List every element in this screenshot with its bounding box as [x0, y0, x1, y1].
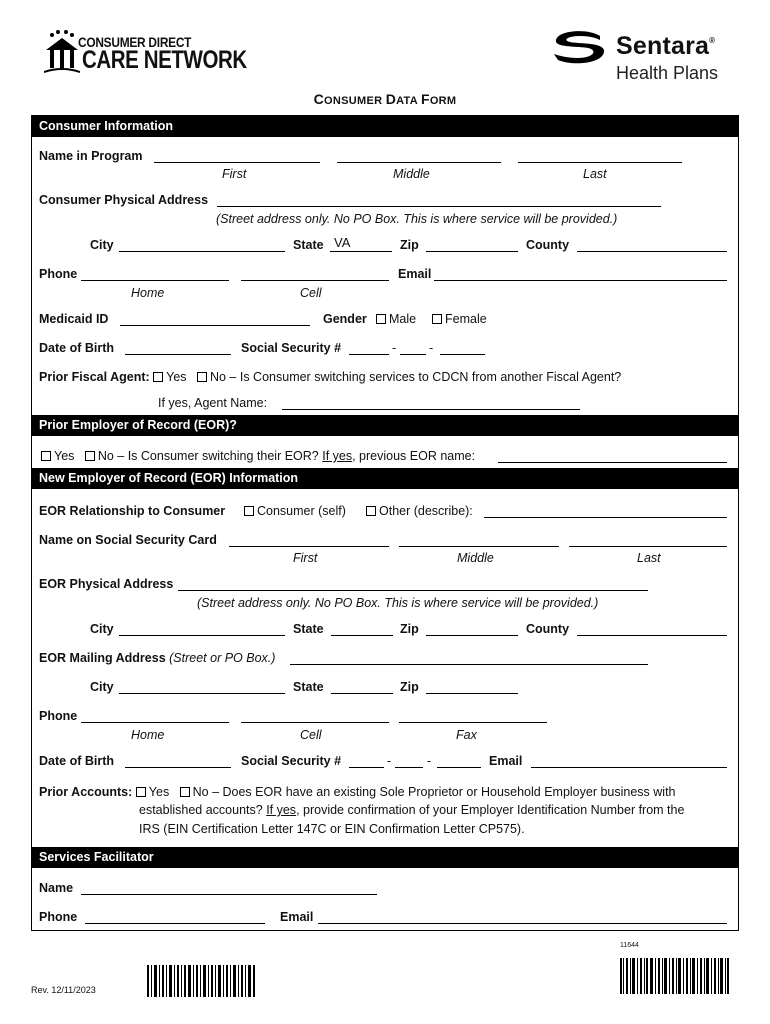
- eor-home-caption: Home: [131, 728, 165, 742]
- male-option[interactable]: Male: [376, 312, 416, 326]
- sentara-logo: [548, 26, 738, 86]
- eor-last-name-field[interactable]: [569, 546, 727, 547]
- dob-label: Date of Birth: [39, 341, 114, 355]
- prior-eor-no-checkbox[interactable]: [85, 451, 95, 461]
- eor-zip-label: Zip: [400, 622, 419, 636]
- female-checkbox[interactable]: [432, 314, 442, 324]
- sentara-mark-icon: [548, 30, 608, 64]
- mail-city-label: City: [90, 680, 114, 694]
- mail-zip-label: Zip: [400, 680, 419, 694]
- mail-city-field[interactable]: [119, 693, 285, 694]
- previous-eor-name-field[interactable]: [498, 462, 727, 463]
- eor-city-field[interactable]: [119, 635, 285, 636]
- name-in-program-label: Name in Program: [39, 149, 143, 163]
- sentara-sub: Health Plans: [616, 63, 719, 83]
- zip-label: Zip: [400, 238, 419, 252]
- consumer-address-note: (Street address only. No PO Box. This is where service will be provided.): [216, 212, 618, 226]
- mail-state-label: State: [293, 680, 324, 694]
- revision-date: Rev. 12/11/2023: [31, 985, 96, 995]
- eor-last-caption: Last: [637, 551, 661, 565]
- eor-address-note: (Street address only. No PO Box. This is where service will be provided.): [197, 596, 599, 610]
- ssn-dash: -: [429, 341, 434, 355]
- prior-eor-row: Yes No – Is Consumer switching their EOR? If yes, previous EOR name:: [41, 449, 475, 463]
- ssn-part2-field[interactable]: [400, 354, 426, 355]
- other-option[interactable]: Other (describe):: [366, 504, 473, 518]
- email-field[interactable]: [434, 280, 727, 281]
- last-name-field[interactable]: [518, 162, 682, 163]
- eor-dob-label: Date of Birth: [39, 754, 114, 768]
- eor-zip-field[interactable]: [426, 635, 518, 636]
- ssn-part3-field[interactable]: [440, 354, 485, 355]
- first-caption: First: [222, 167, 247, 181]
- form-title: CONSUMER DATA FORM: [313, 91, 457, 107]
- cell-caption: Cell: [300, 286, 322, 300]
- facilitator-section-header: Services Facilitator: [31, 847, 739, 868]
- logo-line2: CARE NETWORK: [82, 46, 247, 74]
- prior-fiscal-row: Prior Fiscal Agent: Yes No – Is Consumer switching services to CDCN from another Fiscal Agent?: [39, 370, 622, 384]
- middle-caption: Middle: [393, 167, 430, 181]
- eor-cell-phone-field[interactable]: [241, 722, 389, 723]
- home-phone-field[interactable]: [81, 280, 229, 281]
- cell-phone-field[interactable]: [241, 280, 389, 281]
- first-name-field[interactable]: [154, 162, 320, 163]
- middle-name-field[interactable]: [337, 162, 501, 163]
- consumer-self-checkbox[interactable]: [244, 506, 254, 516]
- eor-county-label: County: [526, 622, 570, 636]
- cdcn-logo: [38, 26, 247, 78]
- city-field[interactable]: [119, 251, 285, 252]
- facilitator-phone-field[interactable]: [85, 923, 265, 924]
- gender-label: Gender: [323, 312, 367, 326]
- ss-card-name-label: Name on Social Security Card: [39, 533, 217, 547]
- eor-ssn-part1-field[interactable]: [349, 767, 384, 768]
- last-caption: Last: [583, 167, 607, 181]
- county-label: County: [526, 238, 570, 252]
- ssn-dash: -: [427, 754, 432, 768]
- medicaid-label: Medicaid ID: [39, 312, 109, 326]
- city-label: City: [90, 238, 114, 252]
- ssn-dash: -: [387, 754, 392, 768]
- state-value: VA: [334, 235, 351, 250]
- agent-name-field[interactable]: [282, 409, 580, 410]
- state-label: State: [293, 238, 324, 252]
- barcode-right-icon: [620, 958, 730, 994]
- eor-ssn-part3-field[interactable]: [437, 767, 481, 768]
- eor-ssn-label: Social Security #: [241, 754, 342, 768]
- zip-field[interactable]: [426, 251, 518, 252]
- prior-fiscal-no-checkbox[interactable]: [197, 372, 207, 382]
- eor-county-field[interactable]: [577, 635, 727, 636]
- eor-first-name-field[interactable]: [229, 546, 389, 547]
- ssn-label: Social Security #: [241, 341, 342, 355]
- eor-mailing-field[interactable]: [290, 664, 648, 665]
- eor-home-phone-field[interactable]: [81, 722, 229, 723]
- sentara-name: Sentara®: [616, 32, 716, 60]
- eor-phone-label: Phone: [39, 709, 78, 723]
- home-caption: Home: [131, 286, 165, 300]
- mail-state-field[interactable]: [331, 693, 393, 694]
- eor-fax-field[interactable]: [399, 722, 547, 723]
- agent-name-label: If yes, Agent Name:: [158, 396, 268, 410]
- eor-mailing-label: EOR Mailing Address (Street or PO Box.): [39, 651, 276, 665]
- eor-state-label: State: [293, 622, 324, 636]
- house-logo-icon: [44, 30, 80, 74]
- dob-field[interactable]: [125, 354, 231, 355]
- facilitator-name-label: Name: [39, 881, 74, 895]
- facilitator-name-field[interactable]: [81, 894, 377, 895]
- eor-cell-caption: Cell: [300, 728, 322, 742]
- prior-accounts-line3: IRS (EIN Certification Letter 147C or EIN Confirmation Letter CP575).: [139, 822, 525, 836]
- eor-fax-caption: Fax: [456, 728, 477, 742]
- consumer-self-option[interactable]: Consumer (self): [244, 504, 346, 518]
- facilitator-email-label: Email: [280, 910, 314, 924]
- phone-label: Phone: [39, 267, 78, 281]
- other-checkbox[interactable]: [366, 506, 376, 516]
- prior-eor-yes-checkbox[interactable]: [41, 451, 51, 461]
- facilitator-phone-label: Phone: [39, 910, 78, 924]
- eor-middle-name-field[interactable]: [399, 546, 559, 547]
- ssn-part1-field[interactable]: [349, 354, 389, 355]
- male-checkbox[interactable]: [376, 314, 386, 324]
- eor-city-label: City: [90, 622, 114, 636]
- prior-eor-section-header: Prior Employer of Record (EOR)?: [31, 415, 739, 436]
- eor-email-field[interactable]: [531, 767, 727, 768]
- eor-address-label: EOR Physical Address: [39, 577, 174, 591]
- prior-accounts-row: Prior Accounts: Yes No – Does EOR have an existing Sole Proprietor or Household Employer business with: [39, 785, 676, 799]
- eor-email-label: Email: [489, 754, 523, 768]
- consumer-address-field[interactable]: [217, 206, 661, 207]
- prior-accounts-yes-checkbox[interactable]: [136, 787, 146, 797]
- eor-first-caption: First: [293, 551, 318, 565]
- medicaid-field[interactable]: [120, 325, 310, 326]
- county-field[interactable]: [577, 251, 727, 252]
- form-code: 11644: [620, 942, 639, 949]
- ssn-dash: -: [392, 341, 397, 355]
- state-field[interactable]: [330, 251, 392, 252]
- eor-state-field[interactable]: [331, 635, 393, 636]
- female-option[interactable]: Female: [432, 312, 487, 326]
- barcode-left-icon: [147, 965, 257, 997]
- new-eor-section-header: New Employer of Record (EOR) Information: [31, 468, 739, 489]
- prior-accounts-no-checkbox[interactable]: [180, 787, 190, 797]
- consumer-address-label: Consumer Physical Address: [39, 193, 209, 207]
- other-describe-field[interactable]: [484, 517, 727, 518]
- consumer-section-header: Consumer Information: [31, 116, 739, 137]
- eor-relationship-label: EOR Relationship to Consumer: [39, 504, 226, 518]
- email-label: Email: [398, 267, 432, 281]
- eor-ssn-part2-field[interactable]: [395, 767, 423, 768]
- prior-fiscal-yes-checkbox[interactable]: [153, 372, 163, 382]
- eor-middle-caption: Middle: [457, 551, 494, 565]
- facilitator-email-field[interactable]: [318, 923, 727, 924]
- prior-accounts-line2: established accounts? If yes, provide confirmation of your Employer Identification Number from the: [139, 803, 685, 817]
- eor-dob-field[interactable]: [125, 767, 231, 768]
- logo-line1: CONSUMER DIRECT: [78, 34, 192, 50]
- mail-zip-field[interactable]: [426, 693, 518, 694]
- eor-address-field[interactable]: [178, 590, 648, 591]
